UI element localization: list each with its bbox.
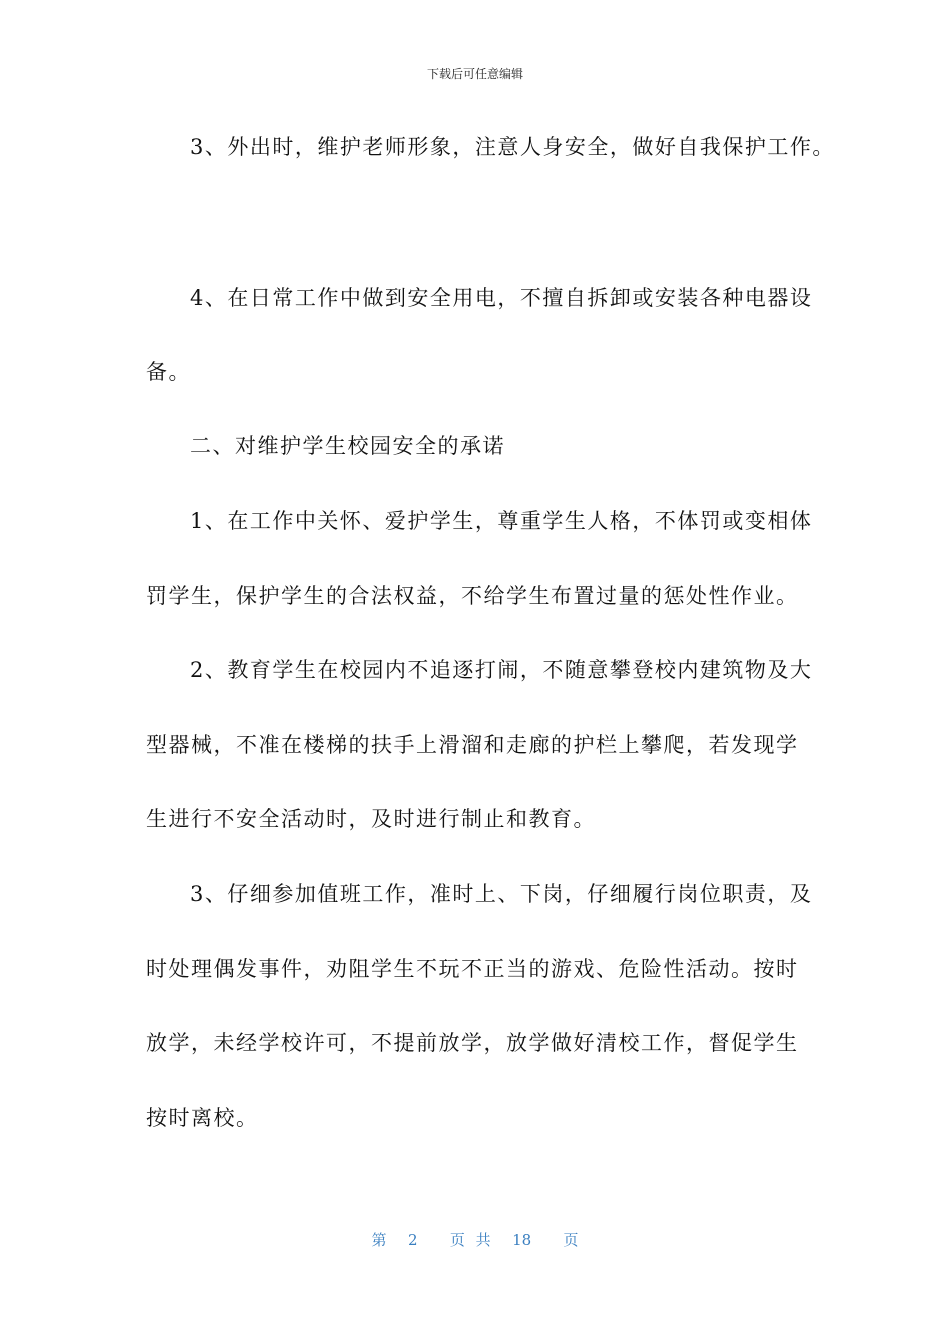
paragraph-line: 时处理偶发事件，劝阻学生不玩不正当的游戏、危险性活动。按时 (146, 957, 799, 981)
section-heading: 二、对维护学生校园安全的承诺 (190, 434, 505, 458)
paragraph-line: 按时离校。 (146, 1106, 259, 1130)
paragraph-line: 罚学生，保护学生的合法权益，不给学生布置过量的惩处性作业。 (146, 584, 799, 608)
paragraph-line: 型器械，不准在楼梯的扶手上滑溜和走廊的护栏上攀爬，若发现学 (146, 733, 799, 757)
paragraph-line: 4、在日常工作中做到安全用电，不擅自拆卸或安装各种电器设 (190, 286, 813, 310)
paragraph-line: 生进行不安全活动时，及时进行制止和教育。 (146, 807, 596, 831)
paragraph-line: 1、在工作中关怀、爱护学生，尊重学生人格，不体罚或变相体 (190, 509, 813, 533)
page-header: 下载后可任意编辑 (426, 67, 523, 81)
paragraph-line: 2、教育学生在校园内不追逐打闹，不随意攀登校内建筑物及大 (190, 658, 813, 682)
paragraph-line: 3、仔细参加值班工作，准时上、下岗，仔细履行岗位职责，及 (190, 882, 813, 906)
page-number-footer: 第 2 页 共 18 页 (371, 1231, 579, 1249)
paragraph-line: 放学，未经学校许可，不提前放学，放学做好清校工作，督促学生 (146, 1031, 799, 1055)
paragraph-line: 3、外出时，维护老师形象，注意人身安全，做好自我保护工作。 (190, 135, 835, 159)
paragraph-line: 备。 (146, 360, 191, 384)
